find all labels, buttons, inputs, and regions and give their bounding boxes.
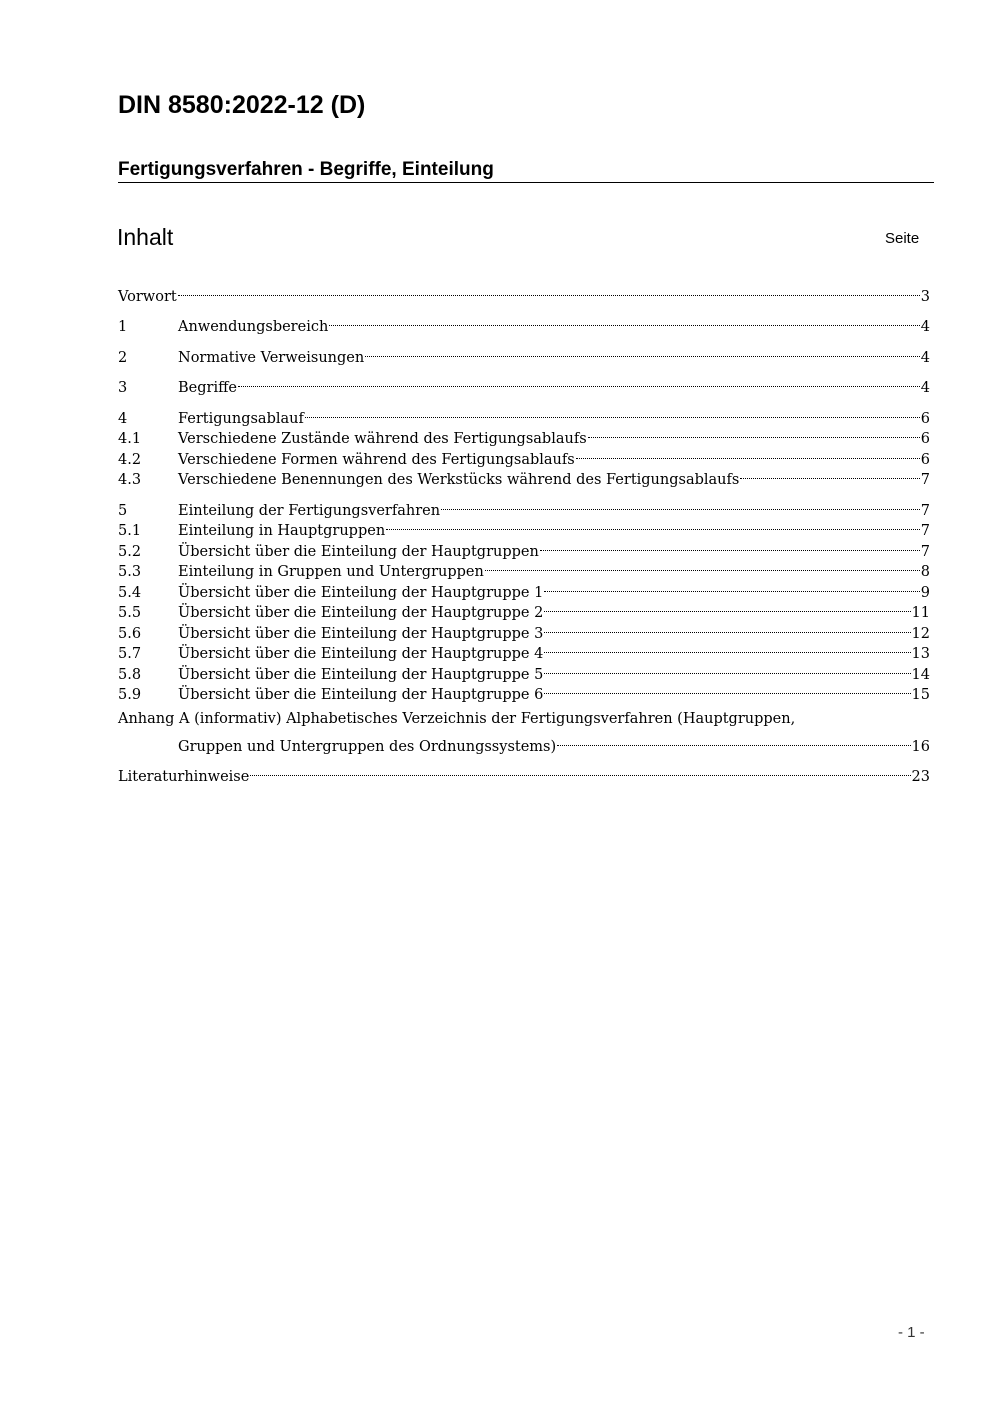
toc-entry-page: 4 bbox=[920, 319, 930, 335]
document-subtitle: Fertigungsverfahren - Begriffe, Einteilung bbox=[118, 158, 934, 183]
toc-entry-text: Übersicht über die Einteilung der Hauptgruppe 3 bbox=[178, 625, 544, 642]
toc-entry-page: 14 bbox=[911, 666, 930, 683]
toc-entry-page: 6 bbox=[920, 451, 930, 468]
toc-entry-number: 1 bbox=[118, 319, 128, 335]
dot-leader bbox=[441, 494, 920, 515]
toc-entry-page: 9 bbox=[920, 584, 930, 601]
toc-annex-line1: Anhang A (informativ) Alphabetisches Verzeichnis der Fertigungsverfahren (Hauptgruppen, bbox=[118, 711, 796, 727]
toc-entry-1[interactable] bbox=[118, 311, 930, 335]
toc-entry-number: 5.1 bbox=[118, 523, 142, 539]
toc-entry-text: Vorwort bbox=[118, 288, 177, 305]
dot-leader bbox=[329, 311, 919, 332]
toc-entry-number: 5.7 bbox=[118, 646, 142, 662]
toc-entry-4[interactable] bbox=[118, 402, 930, 427]
toc-entry-number: 4.3 bbox=[118, 472, 142, 488]
table-of-contents bbox=[118, 280, 930, 785]
dot-leader bbox=[740, 464, 919, 485]
dot-leader bbox=[544, 679, 910, 700]
dot-leader bbox=[544, 597, 910, 618]
toc-entry-text: Übersicht über die Einteilung der Hauptgruppe 1 bbox=[178, 584, 544, 601]
toc-annex-line2: Gruppen und Untergruppen des Ordnungssystems) bbox=[178, 738, 557, 755]
toc-entry-page: 4 bbox=[920, 349, 930, 366]
toc-entry-2[interactable] bbox=[118, 341, 930, 366]
dot-leader bbox=[557, 730, 910, 751]
toc-entry-text: Normative Verweisungen bbox=[178, 349, 365, 366]
toc-entry-number: 5.8 bbox=[118, 666, 142, 683]
toc-entry-number: 5 bbox=[118, 502, 128, 519]
toc-entry-page: 7 bbox=[920, 502, 930, 519]
toc-page-column-label: Seite bbox=[885, 230, 920, 247]
toc-entry-literaturhinweise[interactable] bbox=[118, 761, 930, 785]
toc-entry-page: 13 bbox=[911, 646, 930, 662]
toc-entry-page: 7 bbox=[920, 543, 930, 560]
dot-leader bbox=[238, 372, 920, 393]
toc-entry-number: 4.2 bbox=[118, 451, 142, 468]
toc-entry-text: Übersicht über die Einteilung der Hauptgruppen bbox=[178, 543, 539, 560]
toc-entry-text: Anwendungsbereich bbox=[178, 319, 329, 335]
toc-entry-3[interactable] bbox=[118, 372, 930, 396]
dot-leader bbox=[178, 280, 920, 301]
toc-entry-5[interactable] bbox=[118, 494, 930, 519]
toc-entry-number: 3 bbox=[118, 380, 128, 396]
toc-entry-page: 7 bbox=[920, 472, 930, 488]
toc-entry-page: 6 bbox=[920, 410, 930, 427]
document-id: DIN 8580:2022-12 (D) bbox=[118, 91, 366, 119]
toc-entry-text: Fertigungsablauf bbox=[178, 410, 304, 427]
toc-entry-text: Einteilung der Fertigungsverfahren bbox=[178, 502, 441, 519]
toc-entry-page: 23 bbox=[911, 769, 930, 785]
dot-leader bbox=[250, 761, 910, 782]
dot-leader bbox=[544, 617, 910, 638]
toc-entry-annex-a[interactable] bbox=[118, 709, 930, 730]
toc-entry-number: 5.4 bbox=[118, 584, 142, 601]
toc-entry-number: 5.9 bbox=[118, 687, 142, 703]
toc-entry-number: 4 bbox=[118, 410, 128, 427]
toc-entry-page: 6 bbox=[920, 431, 930, 447]
toc-entry-number: 5.3 bbox=[118, 564, 142, 580]
toc-entry-text: Verschiedene Formen während des Fertigungsablaufs bbox=[178, 451, 575, 468]
toc-entry-page: 3 bbox=[920, 288, 930, 305]
dot-leader bbox=[386, 515, 920, 536]
toc-entry-text: Begriffe bbox=[178, 380, 237, 396]
toc-entry-text: Verschiedene Benennungen des Werkstücks während des Fertigungsablaufs bbox=[178, 472, 740, 488]
toc-entry-text: Einteilung in Hauptgruppen bbox=[178, 523, 386, 539]
dot-leader bbox=[485, 556, 920, 577]
dot-leader bbox=[576, 443, 920, 464]
dot-leader bbox=[544, 638, 910, 659]
toc-entry-annex-a-continued[interactable] bbox=[118, 730, 930, 755]
page-number: - 1 - bbox=[898, 1324, 925, 1341]
toc-entry-text: Übersicht über die Einteilung der Hauptgruppe 4 bbox=[178, 646, 544, 662]
toc-entry-page: 15 bbox=[911, 687, 930, 703]
dot-leader bbox=[544, 658, 910, 679]
toc-entry-page: 11 bbox=[911, 605, 930, 621]
toc-entry-text: Einteilung in Gruppen und Untergruppen bbox=[178, 564, 484, 580]
dot-leader bbox=[365, 341, 920, 362]
dot-leader bbox=[588, 423, 920, 444]
toc-entry-number: 4.1 bbox=[118, 431, 142, 447]
dot-leader bbox=[540, 535, 920, 556]
dot-leader bbox=[305, 402, 920, 423]
toc-entry-number: 5.6 bbox=[118, 625, 142, 642]
toc-title: Inhalt bbox=[117, 224, 174, 250]
toc-entry-vorwort[interactable] bbox=[118, 280, 930, 305]
toc-entry-page: 16 bbox=[911, 738, 930, 755]
toc-entry-number: 5.5 bbox=[118, 605, 142, 621]
toc-entry-page: 8 bbox=[920, 564, 930, 580]
toc-entry-text: Übersicht über die Einteilung der Hauptgruppe 6 bbox=[178, 687, 544, 703]
toc-entry-number: 5.2 bbox=[118, 543, 142, 560]
toc-entry-page: 4 bbox=[920, 380, 930, 396]
dot-leader bbox=[544, 576, 919, 597]
toc-entry-text: Literaturhinweise bbox=[118, 769, 250, 785]
toc-entry-text: Übersicht über die Einteilung der Hauptgruppe 5 bbox=[178, 666, 544, 683]
toc-entry-number: 2 bbox=[118, 349, 128, 366]
toc-entry-text: Verschiedene Zustände während des Fertigungsablaufs bbox=[178, 431, 587, 447]
toc-entry-page: 7 bbox=[920, 523, 930, 539]
toc-entry-text: Übersicht über die Einteilung der Hauptgruppe 2 bbox=[178, 605, 544, 621]
toc-entry-page: 12 bbox=[911, 625, 930, 642]
